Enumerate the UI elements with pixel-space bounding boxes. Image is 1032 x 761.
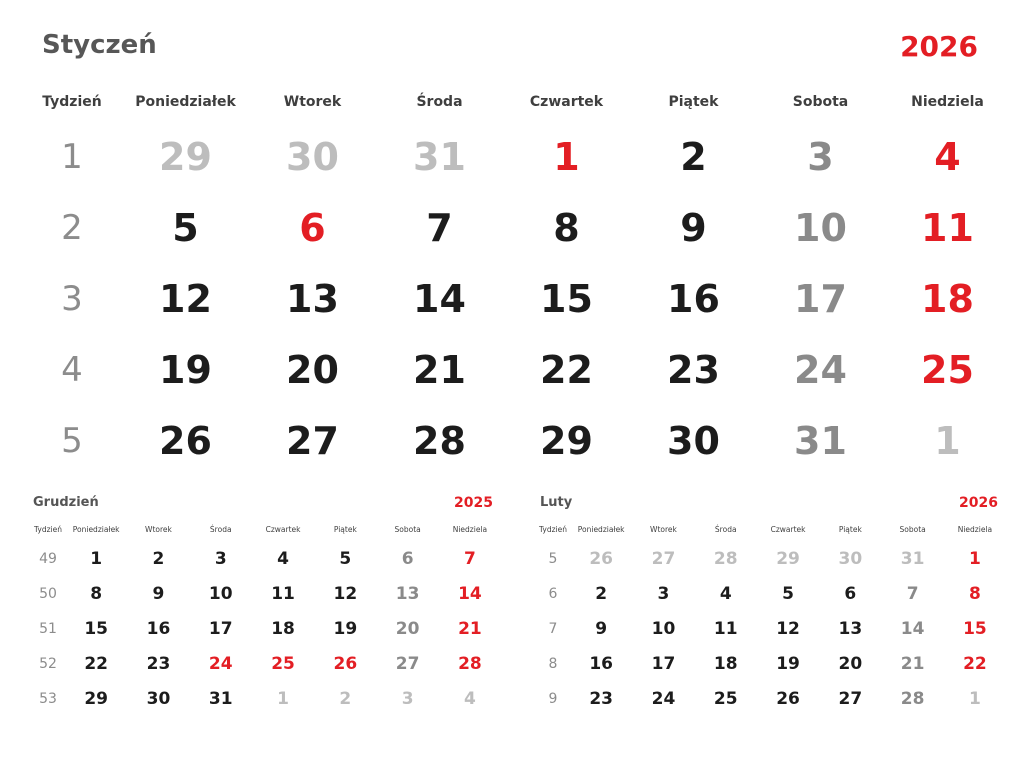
prev-day-cell: 19 [333, 618, 358, 639]
next-month-title: Luty [540, 495, 573, 510]
prev-day-cell: 24 [208, 653, 233, 674]
next-header-1: Poniedziałek [577, 524, 625, 534]
next-day-cell: 2 [595, 583, 608, 604]
prev-day-cell: 16 [146, 618, 171, 639]
prev-week-number: 52 [39, 655, 57, 672]
main-calendar-grid [22, 92, 1007, 467]
next-header-0: Tydzień [538, 524, 567, 534]
prev-header-0: Tydzień [33, 524, 62, 534]
prev-year: 2025 [454, 495, 493, 511]
main-day-cell: 2 [680, 134, 707, 179]
prev-header-4: Czwartek [265, 524, 301, 534]
prev-header-7: Niedziela [452, 524, 488, 534]
prev-day-cell: 17 [208, 618, 233, 639]
next-day-cell: 23 [589, 688, 613, 709]
main-day-cell: 9 [680, 205, 707, 250]
main-day-cell: 13 [286, 276, 339, 321]
next-day-cell: 11 [713, 618, 738, 639]
prev-day-cell: 28 [458, 653, 482, 674]
prev-day-cell: 13 [395, 583, 420, 604]
main-day-cell: 24 [794, 347, 847, 392]
next-day-cell: 22 [963, 653, 987, 674]
main-day-cell: 14 [413, 276, 466, 321]
next-day-cell: 26 [776, 688, 800, 709]
next-day-cell: 21 [900, 653, 925, 674]
main-day-cell: 17 [794, 276, 847, 321]
next-day-cell: 20 [838, 653, 863, 674]
main-header-7: Niedziela [911, 94, 984, 110]
next-day-cell: 12 [776, 618, 800, 639]
prev-day-cell: 10 [208, 583, 233, 604]
next-day-cell: 29 [776, 548, 800, 569]
prev-week-number: 53 [39, 690, 57, 707]
main-day-cell: 30 [667, 418, 720, 463]
prev-day-cell: 2 [339, 688, 352, 709]
prev-month-title: Grudzień [33, 495, 99, 510]
main-day-cell: 26 [159, 418, 212, 463]
main-day-cell: 31 [794, 418, 847, 463]
next-day-cell: 14 [900, 618, 925, 639]
next-week-number: 8 [548, 655, 558, 672]
next-header-5: Piątek [838, 524, 862, 534]
main-day-cell: 15 [540, 276, 593, 321]
next-header-4: Czwartek [770, 524, 806, 534]
prev-day-cell: 29 [84, 688, 108, 709]
prev-day-cell: 21 [458, 618, 482, 639]
prev-day-cell: 11 [271, 583, 295, 604]
main-day-cell: 21 [413, 347, 466, 392]
main-week-number: 4 [61, 349, 83, 390]
prev-calendar-grid [31, 522, 501, 711]
main-header-3: Środa [416, 94, 463, 110]
prev-week-number: 49 [39, 550, 57, 567]
next-day-cell: 16 [589, 653, 613, 674]
next-week-number: 5 [548, 550, 558, 567]
prev-day-cell: 18 [271, 618, 295, 639]
main-day-cell: 27 [286, 418, 339, 463]
next-day-cell: 10 [651, 618, 676, 639]
prev-day-cell: 9 [152, 583, 165, 604]
prev-day-cell: 4 [277, 548, 289, 569]
next-day-cell: 19 [776, 653, 800, 674]
next-year: 2026 [959, 495, 998, 511]
main-year: 2026 [900, 30, 978, 63]
main-week-number: 5 [61, 420, 83, 461]
main-day-cell: 8 [553, 205, 580, 250]
main-day-cell: 12 [159, 276, 212, 321]
next-day-cell: 6 [844, 583, 857, 604]
prev-week-number: 51 [39, 620, 57, 637]
next-day-cell: 8 [969, 583, 981, 604]
main-day-cell: 22 [540, 347, 593, 392]
next-day-cell: 26 [589, 548, 613, 569]
next-day-cell: 18 [713, 653, 738, 674]
main-day-cell: 7 [426, 205, 453, 250]
prev-day-cell: 6 [401, 548, 414, 569]
main-day-cell: 4 [934, 134, 961, 179]
prev-week-number: 50 [39, 585, 57, 602]
prev-day-cell: 8 [90, 583, 103, 604]
prev-day-cell: 25 [271, 653, 295, 674]
next-day-cell: 28 [900, 688, 925, 709]
prev-day-cell: 3 [214, 548, 227, 569]
prev-day-cell: 15 [84, 618, 108, 639]
next-day-cell: 25 [713, 688, 738, 709]
main-header-5: Piątek [668, 94, 719, 110]
main-week-number: 2 [61, 207, 83, 248]
main-header-1: Poniedziałek [135, 94, 236, 110]
prev-day-cell: 20 [395, 618, 420, 639]
main-header-2: Wtorek [283, 94, 342, 110]
next-week-number: 6 [548, 585, 558, 602]
prev-day-cell: 12 [333, 583, 358, 604]
prev-day-cell: 1 [90, 548, 103, 569]
main-day-cell: 16 [667, 276, 720, 321]
prev-day-cell: 23 [146, 653, 171, 674]
prev-day-cell: 31 [208, 688, 233, 709]
main-day-cell: 1 [553, 134, 580, 179]
main-day-cell: 29 [540, 418, 593, 463]
next-day-cell: 3 [657, 583, 670, 604]
next-header-2: Wtorek [650, 524, 677, 534]
main-day-cell: 23 [667, 347, 720, 392]
prev-day-cell: 30 [146, 688, 171, 709]
main-day-cell: 19 [159, 347, 212, 392]
prev-day-cell: 7 [464, 548, 476, 569]
main-day-cell: 10 [794, 205, 847, 250]
prev-day-cell: 5 [339, 548, 352, 569]
main-day-cell: 28 [413, 418, 466, 463]
next-day-cell: 9 [595, 618, 608, 639]
main-header-4: Czwartek [529, 94, 604, 110]
main-day-cell: 5 [172, 205, 199, 250]
next-day-cell: 27 [838, 688, 863, 709]
main-month-title: Styczeń [42, 30, 157, 60]
prev-day-cell: 1 [277, 688, 289, 709]
main-day-cell: 20 [286, 347, 339, 392]
next-header-3: Środa [714, 524, 737, 534]
next-day-cell: 1 [969, 688, 981, 709]
next-day-cell: 30 [838, 548, 863, 569]
main-day-cell: 3 [807, 134, 834, 179]
prev-header-5: Piątek [333, 524, 357, 534]
main-day-cell: 30 [286, 134, 339, 179]
next-day-cell: 31 [900, 548, 925, 569]
main-day-cell: 18 [921, 276, 974, 321]
next-week-number: 7 [548, 620, 558, 637]
next-day-cell: 7 [906, 583, 919, 604]
prev-day-cell: 26 [333, 653, 358, 674]
main-day-cell: 11 [921, 205, 974, 250]
next-day-cell: 1 [969, 548, 981, 569]
main-week-number: 1 [61, 136, 83, 177]
main-day-cell: 25 [921, 347, 974, 392]
prev-header-1: Poniedziałek [72, 524, 120, 534]
prev-day-cell: 27 [395, 653, 420, 674]
main-day-cell: 31 [413, 134, 466, 179]
next-day-cell: 27 [651, 548, 676, 569]
prev-header-6: Sobota [394, 524, 421, 534]
prev-day-cell: 22 [84, 653, 108, 674]
prev-day-cell: 2 [152, 548, 165, 569]
next-day-cell: 5 [782, 583, 794, 604]
main-day-cell: 6 [299, 205, 326, 250]
next-day-cell: 24 [651, 688, 676, 709]
main-day-cell: 1 [934, 418, 961, 463]
main-header-0: Tydzień [42, 94, 102, 110]
next-day-cell: 15 [963, 618, 987, 639]
next-day-cell: 28 [713, 548, 738, 569]
prev-day-cell: 3 [401, 688, 414, 709]
prev-header-2: Wtorek [145, 524, 172, 534]
next-header-6: Sobota [899, 524, 926, 534]
next-day-cell: 4 [719, 583, 732, 604]
next-header-7: Niedziela [957, 524, 993, 534]
main-header-6: Sobota [792, 94, 849, 110]
next-calendar-grid [536, 522, 1006, 711]
next-week-number: 9 [548, 690, 558, 707]
next-day-cell: 17 [651, 653, 676, 674]
next-day-cell: 13 [838, 618, 863, 639]
main-day-cell: 29 [159, 134, 212, 179]
main-week-number: 3 [61, 278, 83, 319]
prev-day-cell: 4 [464, 688, 476, 709]
prev-header-3: Środa [209, 524, 232, 534]
prev-day-cell: 14 [458, 583, 482, 604]
